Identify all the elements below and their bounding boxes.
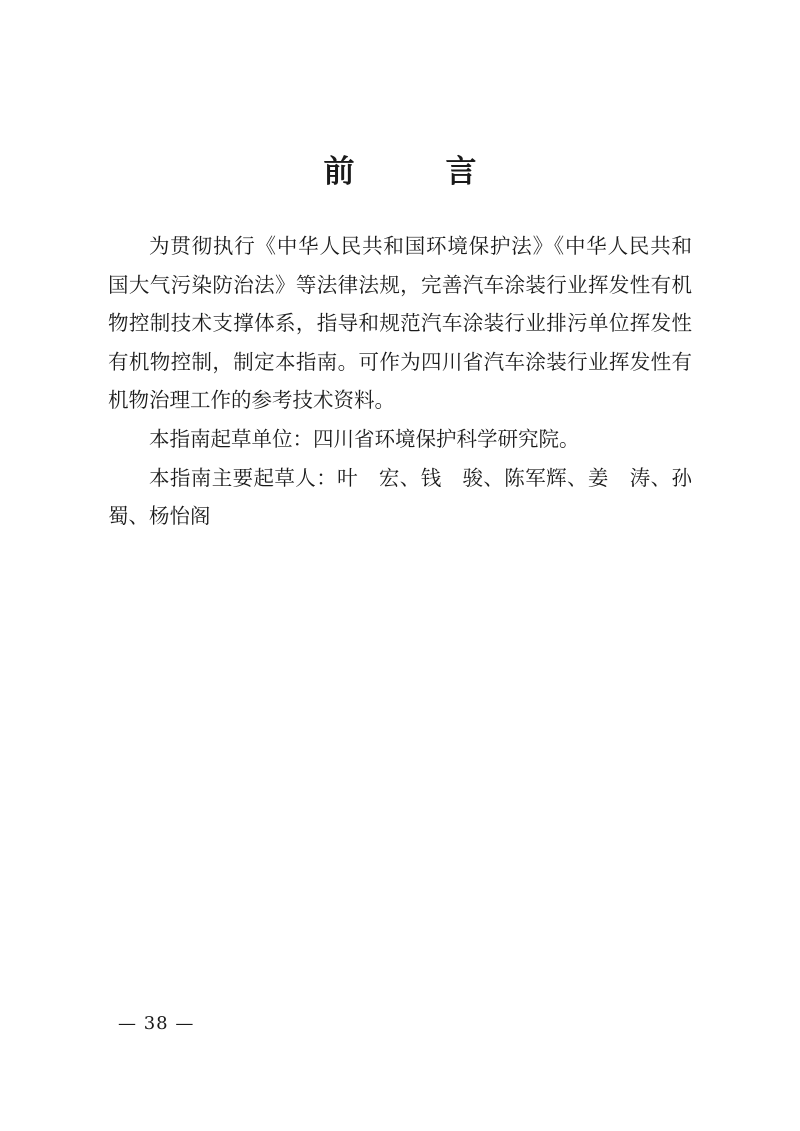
document-body — [108, 227, 713, 536]
paragraph-drafting-unit: 本指南起草单位：四川省环境保护科学研究院。 — [149, 426, 580, 451]
paragraph-preface: 为贯彻执行《中华人民共和国环境保护法》《中华人民共和国大气污染防治法》等法律法规，完善汽车涂装行业挥发性有机物控制技术支撑体系，指导和规范汽车涂装行业排污单位挥发性有机物控制，制定本指南。可作为四川省汽车涂装行业挥发性有机物治理工作的参考技术资料。 — [108, 234, 692, 413]
page-title: 前 言 — [323, 154, 507, 190]
paragraph-drafters: 本指南主要起草人：叶 宏、钱 骏、陈军辉、姜 涛、孙 蜀、杨怡阁 — [108, 465, 713, 529]
page-number: — 38 — — [118, 1013, 195, 1034]
